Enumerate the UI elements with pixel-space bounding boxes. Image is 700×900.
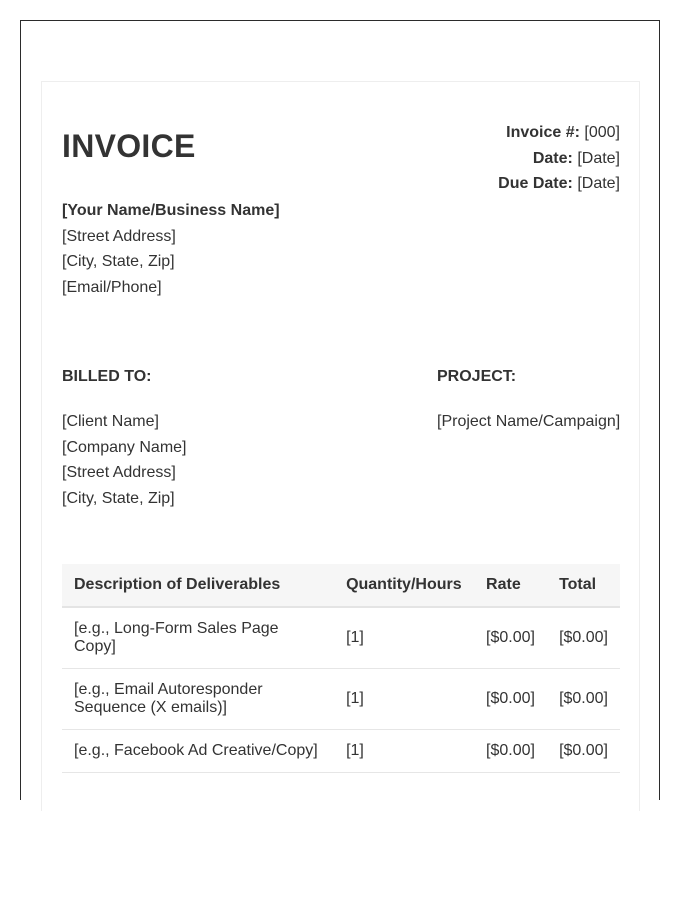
row-quantity: [1] xyxy=(334,669,474,730)
header-quantity: Quantity/Hours xyxy=(334,564,474,607)
client-city: [City, State, Zip] xyxy=(62,490,175,508)
row-description: [e.g., Email Autoresponder Sequence (X emails)] xyxy=(62,669,334,730)
sender-name: [Your Name/Business Name] xyxy=(62,202,280,219)
invoice-meta xyxy=(498,120,620,197)
sender-contact: [Email/Phone] xyxy=(62,279,162,297)
project-label: PROJECT: xyxy=(437,368,517,385)
invoice-date-label: Date: xyxy=(532,149,573,167)
table-row xyxy=(62,669,620,730)
invoice-number-label: Invoice #: xyxy=(506,124,580,141)
invoice-number-line xyxy=(498,120,620,146)
header-total: Total xyxy=(547,564,620,607)
invoice-title: INVOICE xyxy=(62,128,196,164)
header-rate: Rate xyxy=(474,564,547,607)
row-rate: [$0.00] xyxy=(474,730,547,773)
row-total: [$0.00] xyxy=(547,669,620,730)
company-name: [Company Name] xyxy=(62,438,187,456)
billed-to-section xyxy=(62,367,187,512)
due-date-label: Due Date: xyxy=(498,175,573,192)
row-description: [e.g., Long-Form Sales Page Copy] xyxy=(62,607,334,669)
project-name: [Project Name/Campaign] xyxy=(437,413,621,430)
sender-city: [City, State, Zip] xyxy=(62,253,175,271)
invoice-date-line xyxy=(498,146,620,172)
sender-block xyxy=(62,198,280,301)
invoice-date-value: [Date] xyxy=(577,149,620,167)
header-description: Description of Deliverables xyxy=(62,564,334,607)
table-row xyxy=(62,607,620,669)
client-street: [Street Address] xyxy=(62,464,176,482)
row-description: [e.g., Facebook Ad Creative/Copy] xyxy=(62,730,334,773)
row-rate: [$0.00] xyxy=(474,607,547,669)
deliverables-table xyxy=(62,564,620,773)
billed-to-label: BILLED TO: xyxy=(62,368,152,385)
row-rate: [$0.00] xyxy=(474,669,547,730)
project-section xyxy=(437,367,620,435)
row-quantity: [1] xyxy=(334,730,474,773)
row-total: [$0.00] xyxy=(547,730,620,773)
table-header-row xyxy=(62,564,620,607)
due-date-line xyxy=(498,171,620,197)
row-quantity: [1] xyxy=(334,607,474,669)
client-name: [Client Name] xyxy=(62,413,159,430)
invoice-number-value: [000] xyxy=(584,124,620,141)
table-row xyxy=(62,730,620,773)
due-date-value: [Date] xyxy=(577,175,620,192)
row-total: [$0.00] xyxy=(547,607,620,669)
sender-street: [Street Address] xyxy=(62,227,176,245)
